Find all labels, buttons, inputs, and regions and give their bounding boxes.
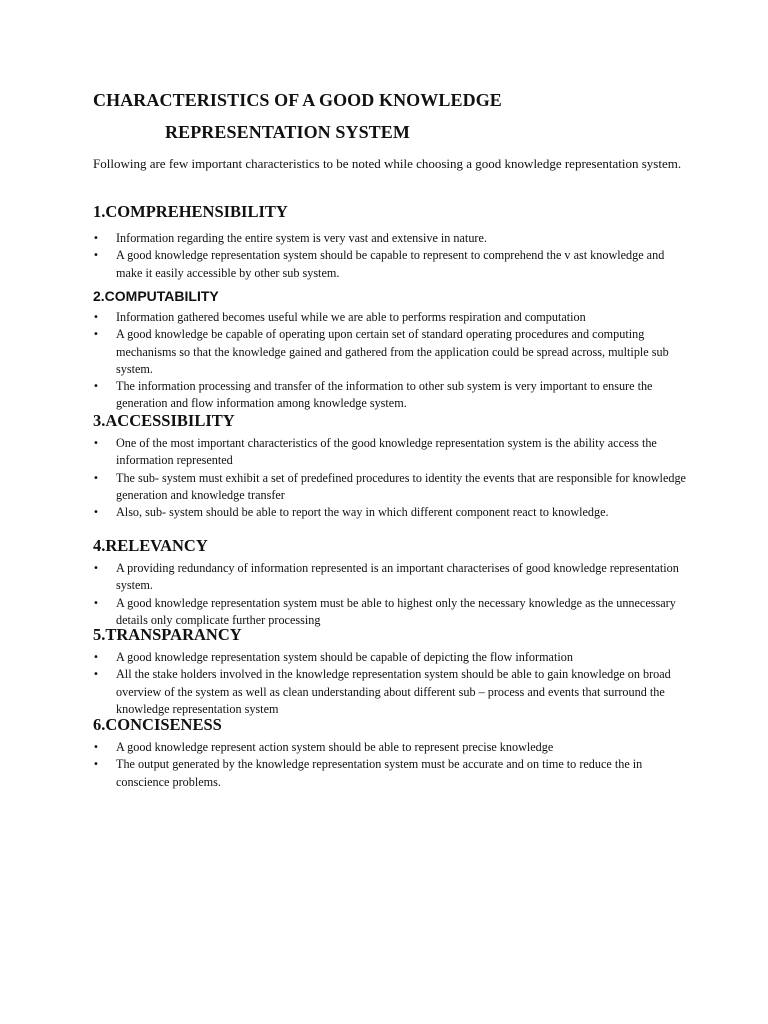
bullet-icon: •	[93, 329, 99, 341]
bullet-list	[93, 309, 693, 413]
section-computability	[93, 286, 693, 413]
list-item	[93, 504, 693, 521]
intro-paragraph: Following are few important characteristics to be noted while choosing a good knowledge representation system.	[93, 156, 682, 171]
list-item	[93, 649, 693, 666]
bullet-icon: •	[93, 250, 99, 262]
list-item-text: The output generated by the knowledge representation system must be accurate and on time to reduce the in conscience problems.	[116, 757, 643, 789]
section-heading: 3.ACCESSIBILITY	[93, 411, 235, 430]
section-accessibility	[93, 410, 693, 521]
list-item	[93, 247, 693, 282]
section-heading: 5.TRANSPARANCY	[93, 625, 242, 644]
list-item-text: A good knowledge represent action system should be able to represent precise knowledge	[116, 740, 554, 754]
list-item-text: A good knowledge be capable of operating upon certain set of standard operating procedures and computing mechanisms so that the knowledge gained and gathered from the application could be spread across, multiple sub system.	[116, 327, 669, 376]
section-heading: 4.RELEVANCY	[93, 536, 208, 555]
list-item-text: A good knowledge representation system must be able to highest only the necessary knowledge as the unnecessary details only complicate further processing	[116, 595, 676, 627]
list-item	[93, 378, 693, 413]
list-item	[93, 230, 693, 247]
list-item	[93, 560, 693, 595]
bullet-icon: •	[93, 507, 99, 519]
bullet-list	[93, 649, 693, 718]
bullet-icon: •	[93, 438, 99, 449]
document-title-line-1: CHARACTERISTICS OF A GOOD KNOWLEDGE	[93, 90, 502, 110]
list-item-text: The sub- system must exhibit a set of predefined procedures to identity the events that are responsible for knowledge generation and knowledge transfer	[116, 470, 686, 502]
list-item	[93, 666, 693, 718]
bullet-icon: •	[93, 652, 99, 663]
list-item	[93, 470, 693, 505]
section-comprehensibility	[93, 201, 693, 282]
bullet-list	[93, 560, 693, 629]
bullet-icon: •	[93, 233, 99, 244]
section-relevancy	[93, 535, 693, 629]
list-item-text: Also, sub- system should be able to report the way in which different component react to knowledge.	[116, 505, 609, 520]
list-item-text: All the stake holders involved in the knowledge representation system should be able to gain knowledge on broad overview of the system as well as clean understanding about different sub – process and events that surround the knowledge representation system	[116, 667, 671, 716]
list-item	[93, 739, 693, 756]
section-heading: 1.COMPREHENSIBILITY	[93, 202, 288, 221]
bullet-icon: •	[93, 312, 99, 323]
list-item	[93, 435, 693, 470]
bullet-icon: •	[93, 742, 99, 753]
bullet-icon: •	[93, 381, 99, 393]
list-item	[93, 756, 693, 791]
bullet-list	[93, 230, 693, 282]
bullet-list	[93, 435, 693, 521]
bullet-icon: •	[93, 597, 99, 609]
list-item-text: A good knowledge representation system should be capable of depicting the flow information	[116, 650, 573, 664]
bullet-icon: •	[93, 759, 99, 771]
list-item	[93, 326, 693, 378]
list-item-text: A providing redundancy of information represented is an important characterises of good knowledge representation system.	[116, 561, 679, 593]
bullet-list	[93, 739, 693, 791]
list-item-text: Information gathered becomes useful while we are able to performs respiration and computation	[116, 310, 586, 324]
bullet-icon: •	[93, 563, 99, 574]
list-item-text: Information regarding the entire system is very vast and extensive in nature.	[116, 231, 487, 245]
bullet-icon: •	[93, 472, 99, 484]
section-heading: 6.CONCISENESS	[93, 715, 222, 734]
list-item-text: One of the most important characteristics of the good knowledge representation system is the ability access the information represented	[116, 436, 657, 468]
list-item	[93, 309, 693, 326]
list-item-text: The information processing and transfer of the information to other sub system is very important to ensure the generation and flow information among knowledge system.	[116, 379, 653, 411]
section-transparancy	[93, 624, 693, 718]
section-heading: 2.COMPUTABILITY	[93, 288, 219, 304]
list-item-text: A good knowledge representation system should be capable to represent to comprehend the v ast knowledge and make it easily accessible by other sub system.	[116, 248, 665, 280]
document-title-line-2: REPRESENTATION SYSTEM	[165, 122, 410, 142]
bullet-icon: •	[93, 669, 99, 681]
section-conciseness	[93, 714, 693, 791]
